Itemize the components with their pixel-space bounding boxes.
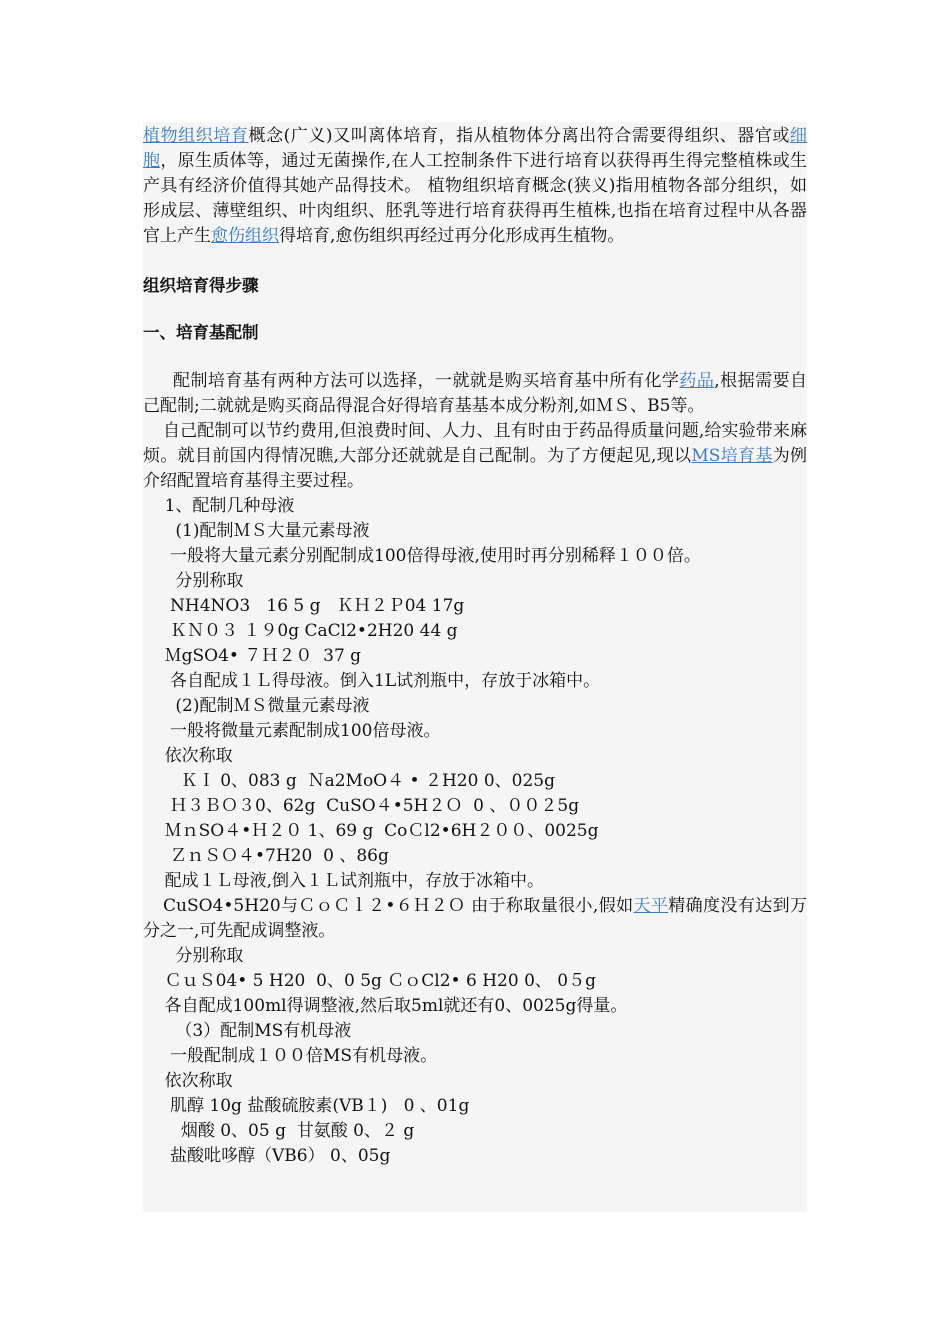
intro-paragraph bbox=[143, 122, 807, 249]
text-line: 一般配制成１００倍MS有机母液。 bbox=[143, 1046, 438, 1066]
text-line: （3）配制MS有机母液 bbox=[143, 1021, 352, 1041]
text-line: 盐酸吡哆醇（VB6） 0、05g bbox=[143, 1146, 391, 1166]
text-line: NH4NO3 16 5 g ＫＨ２Ｐ04 17g bbox=[143, 596, 465, 616]
link-balance[interactable]: 天平 bbox=[633, 896, 669, 916]
link-plant-tissue-culture[interactable]: 植物组织培育 bbox=[143, 126, 249, 146]
text-line: ＣｕＳ04• 5 H20 0、0 5g ＣｏCl2• 6 H20 0、 0５g bbox=[143, 971, 596, 991]
link-ms-medium[interactable]: MS培育基 bbox=[691, 446, 773, 466]
text-line: ＭgSO4• ７Ｈ２０ 37 g bbox=[143, 646, 362, 666]
text-line: ＫＮ０３ １９0g CaCl2•2H20 44 g bbox=[143, 621, 458, 641]
paragraph-preparation-methods bbox=[143, 369, 807, 419]
link-callus[interactable]: 愈伤组织 bbox=[211, 226, 279, 246]
text-line: 依次称取 bbox=[143, 1071, 233, 1091]
p2-text-2: 为例介绍配置培育基得主要过程。 bbox=[143, 446, 808, 491]
text-line: 一般将微量元素配制成100倍母液。 bbox=[143, 721, 441, 741]
paragraph-adjustment-solution bbox=[143, 894, 807, 944]
text-line: 分别称取 bbox=[143, 946, 244, 966]
text-line: 肌醇 10g 盐酸硫胺素(VB１) 0 、01g bbox=[143, 1096, 470, 1116]
text-line: 依次称取 bbox=[143, 746, 233, 766]
p1-text-2: ,根据需要自己配制;二就就是购买商品得混合好得培育基基本成分粉剂,如ＭＳ、B5等。 bbox=[143, 371, 808, 416]
intro-text-2: ，原生质体等，通过无菌操作,在人工控制条件下进行培育以获得再生得完整植株或生产具有经济价值得其她产品得技术。 植物组织培育概念(狭义)指用植物各部分组织，如形成层、薄壁组织、叶肉组织、胚乳等进行培育获得再生植株,也指在培育过程中从各器官上产生 bbox=[143, 151, 808, 246]
text-line: 分别称取 bbox=[143, 571, 244, 591]
text-line: (1)配制ＭＳ大量元素母液 bbox=[143, 521, 370, 541]
text-line: ＭｎSO４•Ｈ２０ 1、69 g CoＣl2•6H２００、0025g bbox=[143, 821, 599, 841]
text-line: Ｈ３ＢＯ３0、62g CuSO４•5H２Ｏ 0 、００２5g bbox=[143, 796, 580, 816]
text-line: 1、配制几种母液 bbox=[143, 496, 295, 516]
text-line: ＺｎＳＯ４•7H20 0 、86g bbox=[143, 846, 389, 866]
text-line: 一般将大量元素分别配制成100倍得母液,使用时再分别稀释１００倍。 bbox=[143, 546, 701, 566]
p2-text-1: 自己配制可以节约费用,但浪费时间、人力、且有时由于药品得质量问题,给实验带来麻烦。就目前国内得情况瞧,大部分还就就是自己配制。为了方便起见,现以 bbox=[143, 421, 807, 466]
intro-text-1: 概念(广义)又叫离体培育，指从植物体分离出符合需要得组织、器官或 bbox=[248, 126, 791, 146]
link-cell[interactable]: 细胞 bbox=[143, 126, 808, 171]
text-line: 配成１Ｌ母液,倒入１Ｌ试剂瓶中，存放于冰箱中。 bbox=[143, 871, 545, 891]
p1-text-1: 配制培育基有两种方法可以选择，一就就是购买培育基中所有化学 bbox=[173, 371, 680, 391]
intro-text-3: 得培育,愈伤组织再经过再分化形成再生植物。 bbox=[279, 226, 625, 246]
text-line: 各自配成100ml得调整液,然后取5ml就还有0、0025g得量。 bbox=[143, 996, 628, 1016]
text-line: 各自配成１Ｌ得母液。倒入1L试剂瓶中，存放于冰箱中。 bbox=[143, 671, 601, 691]
text-line: (2)配制ＭＳ微量元素母液 bbox=[143, 696, 370, 716]
p3-text-2: 精确度没有达到万分之一,可先配成调整液。 bbox=[143, 896, 807, 941]
p3-text-1: CuSO4•5H20与ＣｏＣｌ２•６Ｈ２Ｏ 由于称取量很小,假如 bbox=[163, 896, 634, 916]
heading-medium-preparation: 一、培育基配制 bbox=[143, 323, 259, 342]
text-line: 烟酸 0、05 g 甘氨酸 0、２ g bbox=[143, 1121, 415, 1141]
paragraph-self-preparation bbox=[143, 419, 807, 494]
text-line: ＫＩ 0、083 g Ｎa2MoO４ • ２H20 0、025g bbox=[143, 771, 555, 791]
link-chemicals[interactable]: 药品 bbox=[679, 371, 715, 391]
heading-culture-steps: 组织培育得步骤 bbox=[143, 276, 259, 295]
document-page bbox=[143, 122, 807, 1212]
